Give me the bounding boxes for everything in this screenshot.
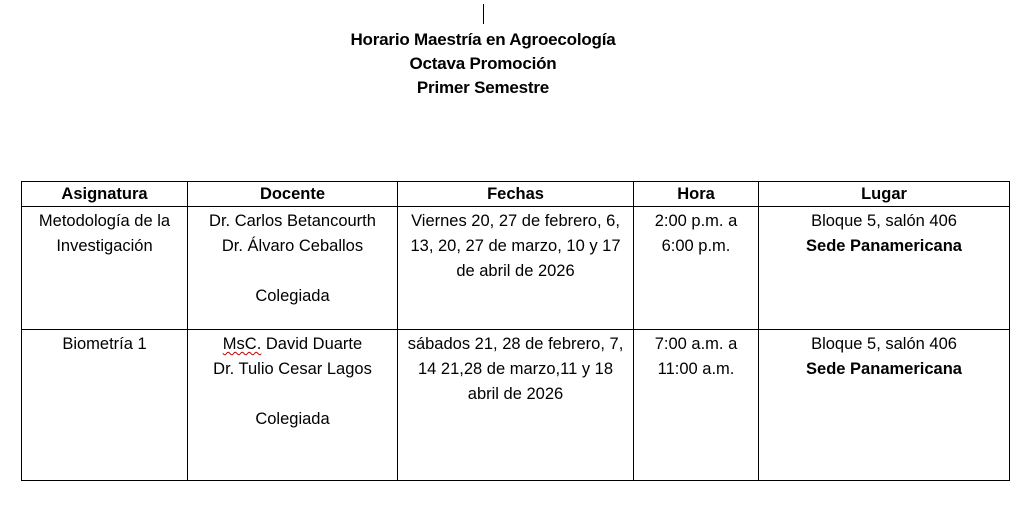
teacher-name: Dr. Tulio Cesar Lagos: [213, 360, 372, 378]
modality-label: Colegiada: [255, 287, 330, 305]
column-header-fechas: Fechas: [398, 182, 634, 207]
dates-text: Viernes 20, 27 de febrero, 6, 13, 20, 27 de marzo, 10 y 17 de abril de 2026: [410, 212, 621, 280]
time-text: 2:00 p.m. a 6:00 p.m.: [654, 212, 738, 255]
schedule-table: [21, 181, 1010, 481]
cell-asignatura: [22, 330, 188, 481]
teacher-name-text: David Duarte: [261, 335, 363, 353]
document-title: Horario Maestría en Agroecología: [350, 30, 616, 49]
cell-hora: [634, 207, 759, 330]
cell-lugar: [759, 207, 1010, 330]
cell-docente: [188, 330, 398, 481]
cell-docente: [188, 207, 398, 330]
dates-text: sábados 21, 28 de febrero, 7, 14 21,28 de marzo,11 y 18 abril de 2026: [407, 335, 624, 403]
promotion-label: Octava Promoción: [409, 54, 557, 73]
cell-hora: [634, 330, 759, 481]
teacher-name: Dr. Carlos Betancourth: [209, 212, 376, 230]
cell-asignatura: [22, 207, 188, 330]
column-header-hora: Hora: [634, 182, 759, 207]
text-cursor: [483, 4, 484, 24]
cell-lugar: [759, 330, 1010, 481]
document-header: [0, 28, 966, 100]
column-header-lugar: Lugar: [759, 182, 1010, 207]
column-header-asignatura: Asignatura: [22, 182, 188, 207]
teacher-name: [191, 332, 394, 357]
course-name: Metodología de la Investigación: [38, 212, 171, 255]
semester-label: Primer Semestre: [416, 78, 550, 97]
table-row: [22, 330, 1010, 481]
course-name: Biometría 1: [62, 335, 147, 353]
campus-text: Sede Panamericana: [806, 360, 962, 378]
table-row: [22, 207, 1010, 330]
table-header-row: [22, 182, 1010, 207]
cell-fechas: [398, 207, 634, 330]
campus-text: Sede Panamericana: [806, 237, 962, 255]
spellcheck-flagged-word: MsC.: [222, 335, 262, 353]
room-text: Bloque 5, salón 406: [811, 335, 957, 353]
time-text: 7:00 a.m. a 11:00 a.m.: [654, 335, 738, 378]
column-header-docente: Docente: [188, 182, 398, 207]
modality-label: Colegiada: [255, 410, 330, 428]
cell-fechas: [398, 330, 634, 481]
room-text: Bloque 5, salón 406: [811, 212, 957, 230]
teacher-name: Dr. Álvaro Ceballos: [221, 237, 364, 255]
